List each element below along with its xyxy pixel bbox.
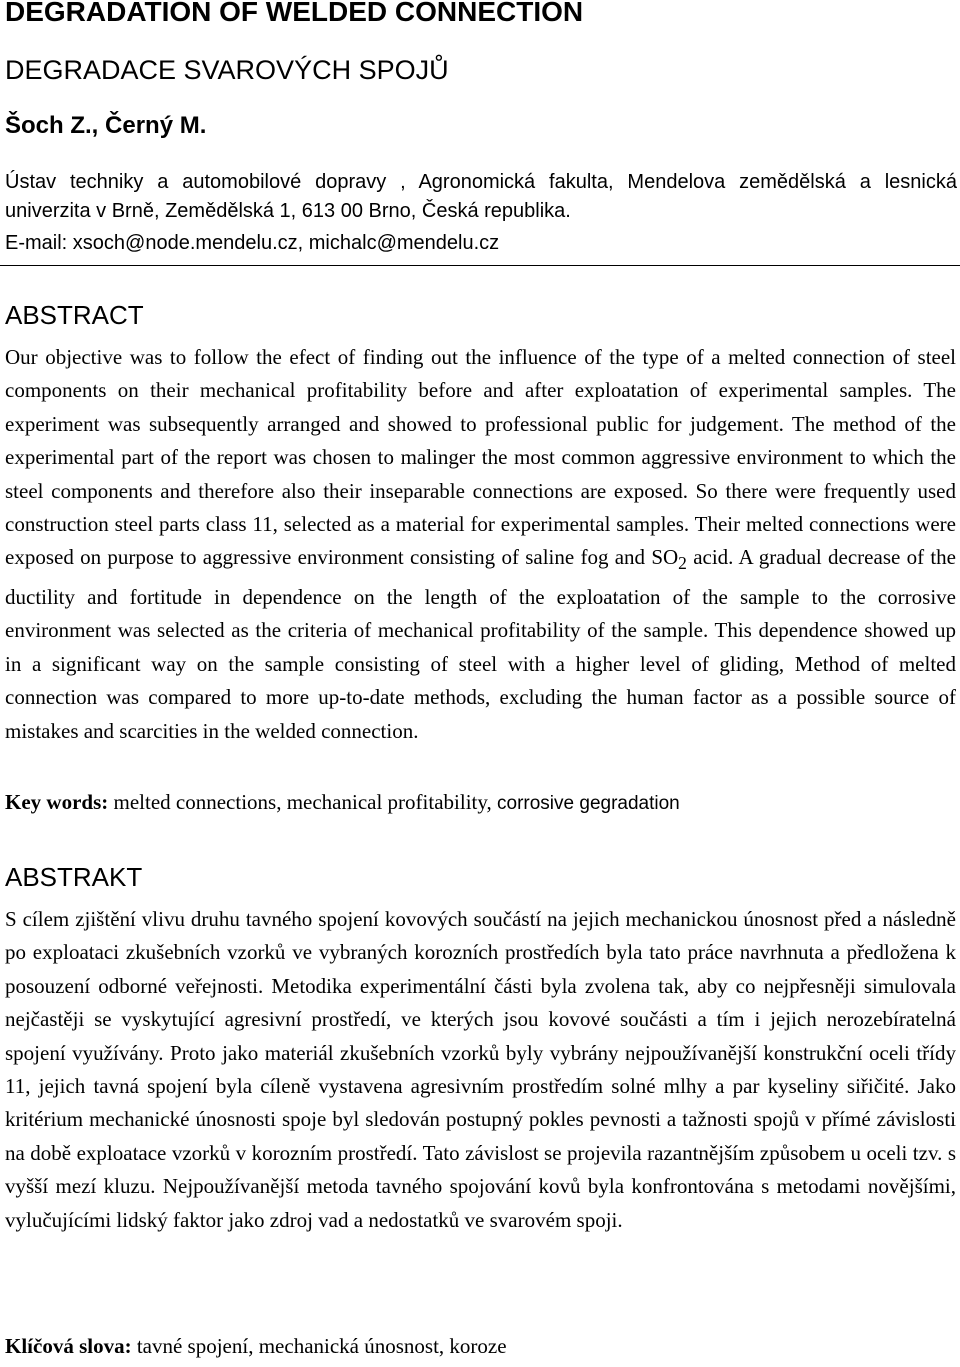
abstract-heading: ABSTRACT [5,300,144,330]
email-line: E-mail: xsoch@node.mendelu.cz, michalc@mendelu.cz [5,232,500,254]
so2-subscript: 2 [678,553,687,574]
keywords-en-label: Key words: [5,790,109,814]
affiliation [5,168,957,226]
affiliation-line-2: univerzita v Brně, Zemědělská 1, 613 00 Brno, Česká republika. [5,200,571,222]
abstract-text [5,341,956,748]
keywords-en-text: melted connections, mechanical profitability, [108,790,498,814]
affiliation-line-1: Ústav techniky a automobilové dopravy , Agronomická fakulta, Mendelova zemědělská a lesnická [5,171,957,193]
paper-subtitle: DEGRADACE SVAROVÝCH SPOJŮ [5,55,449,85]
abstrakt-text: S cílem zjištění vlivu druhu tavného spojení kovových součástí na jejich mechanickou únosnost před a následně po exploataci zkušebních vzorků ve vybraných korozních prostředích byla tato práce navrhnuta a předložena k posouzení odborné veřejnosti. Metodika experimentální části byla zvolena tak, aby co nejpřesněji simulovala nejčastěji se vyskytující agresivní prostředí, ve kterých jsou kovové součásti a tím i jejich nerozebíratelná spojení využívány. Proto jako materiál zkušebních vzorků byly vybrány nejpoužívanější konstrukční oceli třídy 11, jejich tavná spojení byla cíleně vystavena agresivním prostředím solné mlhy a par kyseliny siřičité. Jako kritérium mechanické únosnosti spoje byl sledován postupný pokles pevnosti a tažnosti spojů v přímé závislosti na době exploatace vzorků v korozním prostředí. Tato závislost se projevila razantnějším způsobem u oceli tzv. s vyšší mezí kluzu. Nejpoužívanější metoda tavného spojování kovů byla konfrontována s metodami novějšími, vylučujícími lidský faktor jako zdroj vad a nedostatků ve svarovém spoji. [5,907,956,1232]
keywords-cz [5,1334,507,1359]
paper-title: DEGRADATION OF WELDED CONNECTION [5,0,584,27]
header-divider [0,265,960,266]
keywords-cz-text: tavné spojení, mechanická únosnost, koroze [131,1334,507,1358]
abstract-text-part-2: acid. A gradual decrease of the ductility and fortitude in dependence on the length of the exploatation of the sample to the corrosive environment was selected as the criteria of mechanical profitability of the sample. This dependence showed up in a significant way on the sample consisting of steel with a higher level of gliding, Method of melted connection was compared to more up-to-date methods, excluding the human factor as a possible source of mistakes and scarcities in the welded connection. [5,545,956,743]
keywords-en [5,790,680,815]
keywords-en-tail: corrosive gegradation [497,793,680,814]
abstract-text-part-1: Our objective was to follow the efect of finding out the influence of the type of a melted connection of steel components on their mechanical profitability before and after exploatation of experimental samples. The experiment was subsequently arranged and showed to professional public for judgement. The method of the experimental part of the report was chosen to malinger the most common aggressive environment to which the steel components and therefore also their inseparable connections are exposed. So there were frequently used construction steel parts class 11, selected as a material for experimental samples. Their melted connections were exposed on purpose to aggressive environment consisting of saline fog and SO [5,345,956,570]
abstrakt-heading: ABSTRAKT [5,862,143,892]
authors: Šoch Z., Černý M. [5,112,207,139]
keywords-cz-label: Klíčová slova: [5,1334,132,1358]
